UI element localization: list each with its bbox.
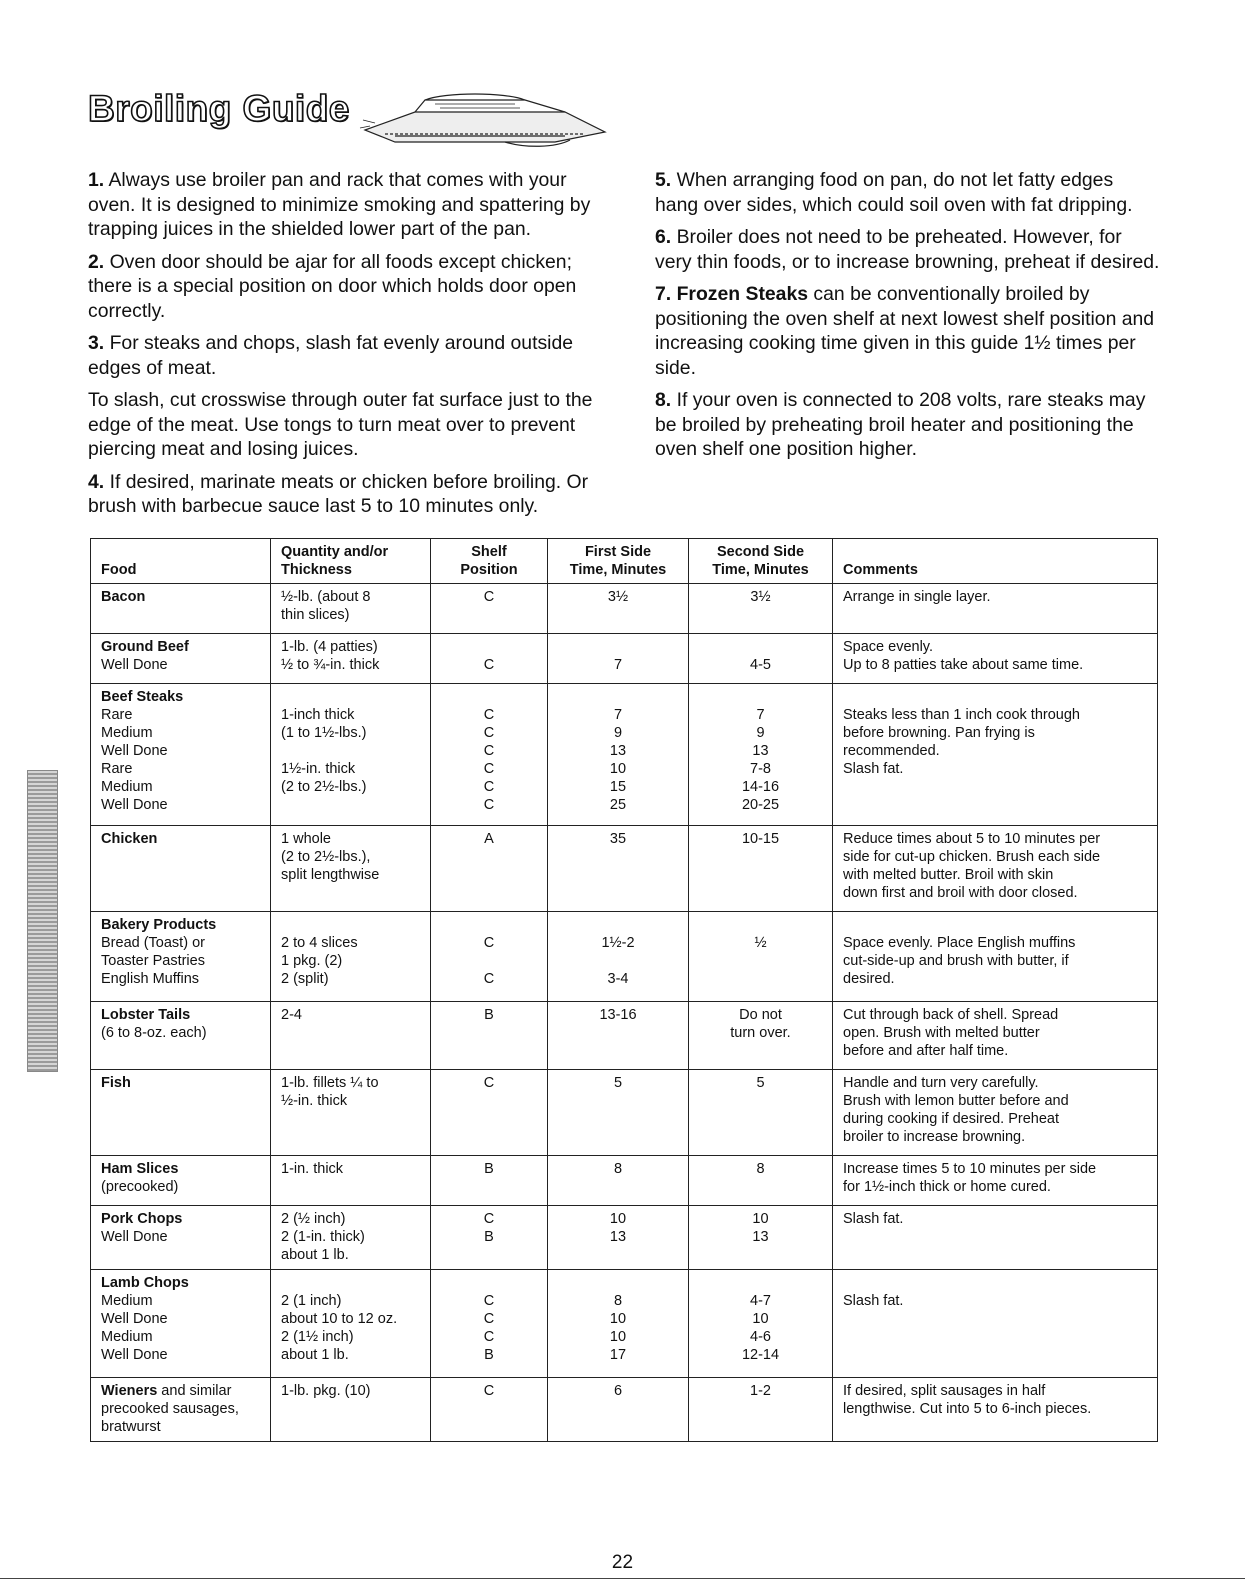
cell-comments: Cut through back of shell. Spread open. Brush with melted butter before and after half time. <box>833 1002 1158 1070</box>
cell-food <box>91 1270 271 1378</box>
cell-second-side: 4-7 10 4-6 12-14 <box>689 1270 833 1378</box>
cell-food <box>91 1156 271 1206</box>
cell-quantity: 1-in. thick <box>271 1156 431 1206</box>
cell-quantity: ½-lb. (about 8 thin slices) <box>271 584 431 634</box>
broiling-table <box>90 538 1158 1442</box>
cell-second-side: ½ <box>689 912 833 1002</box>
header-first-side: First Side Time, Minutes <box>548 539 689 584</box>
food-variant: (6 to 8-oz. each) <box>101 1025 207 1041</box>
header-shelf: Shelf Position <box>431 539 548 584</box>
header-food: Food <box>91 539 271 584</box>
food-name: Fish <box>101 1075 131 1091</box>
cell-food <box>91 1378 271 1442</box>
cell-quantity: 1-lb. (4 patties) ½ to ¾-in. thick <box>271 634 431 684</box>
cell-quantity: 1-lb. pkg. (10) <box>271 1378 431 1442</box>
cell-comments: Steaks less than 1 inch cook through before browning. Pan frying is recommended. Slash fat. <box>833 684 1158 826</box>
bottom-rule <box>0 1578 1245 1579</box>
margin-tab-marker <box>27 770 58 1072</box>
cell-first-side: 7 9 13 10 15 25 <box>548 684 689 826</box>
intro-item-7: 7. Frozen Steaks can be conventionally broiled by positioning the oven shelf at next lowest shelf position and increasing cooking time given in this guide 1½ times per side. <box>655 283 1155 379</box>
food-name: Bacon <box>101 589 146 605</box>
intro-item-1: 1. Always use broiler pan and rack that comes with your oven. It is designed to minimize smoking and spattering by trapping juices in the shielded lower part of the pan. <box>88 169 591 240</box>
page-title: Broiling Guide <box>88 88 350 129</box>
header-comments: Comments <box>833 539 1158 584</box>
cell-shelf: C B <box>431 1206 548 1270</box>
cell-first-side: 10 13 <box>548 1206 689 1270</box>
food-variant: English Muffins <box>101 971 200 987</box>
intro-item-3: 3. For steaks and chops, slash fat evenly around outside edges of meat. <box>88 332 574 379</box>
cell-food <box>91 1070 271 1156</box>
table-row <box>91 1156 1158 1206</box>
intro-item-2: 2. Oven door should be ajar for all foods except chicken; there is a special position on door which holds door open correctly. <box>88 250 577 322</box>
cell-second-side: 7 9 13 7-8 14-16 20-25 <box>689 684 833 826</box>
cell-comments: Slash fat. <box>833 1206 1158 1270</box>
cell-comments: Space evenly. Up to 8 patties take about same time. <box>833 634 1158 684</box>
cell-quantity: 2 (½ inch) 2 (1-in. thick) about 1 lb. <box>271 1206 431 1270</box>
cell-first-side: 35 <box>548 826 689 912</box>
cell-comments: If desired, split sausages in half lengthwise. Cut into 5 to 6-inch pieces. <box>833 1378 1158 1442</box>
cell-first-side: 3½ <box>548 584 689 634</box>
food-name: Pork Chops <box>101 1211 183 1227</box>
food-variant: Well Done <box>101 743 168 759</box>
food-variant: (precooked) <box>101 1179 179 1195</box>
cell-shelf: C <box>431 1378 548 1442</box>
cell-first-side: 5 <box>548 1070 689 1156</box>
cell-quantity: 1-lb. fillets ¼ to ½-in. thick <box>271 1070 431 1156</box>
cell-food <box>91 584 271 634</box>
cell-first-side: 7 <box>548 634 689 684</box>
cell-food <box>91 1002 271 1070</box>
cell-quantity: 1 whole (2 to 2½-lbs.), split lengthwise <box>271 826 431 912</box>
cell-second-side: 10 13 <box>689 1206 833 1270</box>
cell-food <box>91 826 271 912</box>
cell-shelf: C <box>431 634 548 684</box>
cell-shelf: B <box>431 1002 548 1070</box>
cell-comments: Increase times 5 to 10 minutes per side for 1½-inch thick or home cured. <box>833 1156 1158 1206</box>
intro-item-5: 5. When arranging food on pan, do not let fatty edges hang over sides, which could soil oven with fat dripping. <box>655 169 1133 216</box>
cell-second-side: 1-2 <box>689 1378 833 1442</box>
cell-quantity: 2-4 <box>271 1002 431 1070</box>
cell-second-side: Do not turn over. <box>689 1002 833 1070</box>
cell-shelf: C C C C C C <box>431 684 548 826</box>
broiler-pan-illustration <box>355 90 615 152</box>
table-row <box>91 826 1158 912</box>
table-row <box>91 1378 1158 1442</box>
food-name: Lobster Tails <box>101 1007 191 1023</box>
cell-comments: Slash fat. <box>833 1270 1158 1378</box>
cell-shelf: C <box>431 1070 548 1156</box>
cell-shelf: B <box>431 1156 548 1206</box>
food-variant: Bread (Toast) or <box>101 935 205 951</box>
food-variant: Well Done <box>101 1347 168 1363</box>
food-variant: Medium <box>101 1329 153 1345</box>
cell-second-side: 10-15 <box>689 826 833 912</box>
food-variant: and similar precooked sausages, bratwurst <box>101 1383 239 1435</box>
cell-second-side: 5 <box>689 1070 833 1156</box>
cell-comments: Space evenly. Place English muffins cut-side-up and brush with butter, if desired. <box>833 912 1158 1002</box>
cell-quantity: 2 to 4 slices 1 pkg. (2) 2 (split) <box>271 912 431 1002</box>
cell-food <box>91 684 271 826</box>
cell-first-side: 1½-2 3-4 <box>548 912 689 1002</box>
table-header-row <box>91 539 1158 584</box>
food-variant: Medium <box>101 725 153 741</box>
cell-second-side: 8 <box>689 1156 833 1206</box>
cell-first-side: 6 <box>548 1378 689 1442</box>
food-variant: Rare <box>101 707 133 723</box>
intro-item-6: 6. Broiler does not need to be preheated. However, for very thin foods, or to increase browning, preheat if desired. <box>655 226 1160 273</box>
cell-comments: Reduce times about 5 to 10 minutes per side for cut-up chicken. Brush each side with melted butter. Broil with skin down first and broil with door closed. <box>833 826 1158 912</box>
table-row <box>91 912 1158 1002</box>
food-variant: Well Done <box>101 797 168 813</box>
cell-food <box>91 1206 271 1270</box>
intro-right-column <box>655 168 1160 470</box>
header-second-side: Second Side Time, Minutes <box>689 539 833 584</box>
header-quantity: Quantity and/or Thickness <box>271 539 431 584</box>
food-variant: Medium <box>101 1293 153 1309</box>
cell-comments: Arrange in single layer. <box>833 584 1158 634</box>
cell-quantity: 1-inch thick (1 to 1½-lbs.) 1½-in. thick (2 to 2½-lbs.) <box>271 684 431 826</box>
food-name: Wieners <box>101 1383 158 1399</box>
table-row <box>91 684 1158 826</box>
cell-first-side: 13-16 <box>548 1002 689 1070</box>
page-number: 22 <box>611 1552 634 1573</box>
table-row <box>91 1002 1158 1070</box>
food-name: Ham Slices <box>101 1161 179 1177</box>
cell-first-side: 8 <box>548 1156 689 1206</box>
table-row <box>91 1270 1158 1378</box>
food-name: Bakery Products <box>101 917 217 933</box>
food-variant: Rare <box>101 761 133 777</box>
intro-item-8: 8. If your oven is connected to 208 volts, rare steaks may be broiled by preheating broil heater and positioning the oven shelf one position higher. <box>655 389 1146 460</box>
table-row <box>91 1070 1158 1156</box>
food-variant: Well Done <box>101 1229 168 1245</box>
food-variant: Well Done <box>101 1311 168 1327</box>
cell-second-side: 3½ <box>689 584 833 634</box>
cell-shelf: C C <box>431 912 548 1002</box>
cell-comments: Handle and turn very carefully. Brush with lemon butter before and during cooking if desired. Preheat broiler to increase browning. <box>833 1070 1158 1156</box>
food-name: Beef Steaks <box>101 689 184 705</box>
cell-shelf: C <box>431 584 548 634</box>
cell-first-side: 8 10 10 17 <box>548 1270 689 1378</box>
cell-shelf: A <box>431 826 548 912</box>
intro-left-column <box>88 168 593 527</box>
food-name: Lamb Chops <box>101 1275 189 1291</box>
cell-food <box>91 634 271 684</box>
intro-item-3-slash: To slash, cut crosswise through outer fat surface just to the edge of the meat. Use tongs to turn meat over to prevent piercing meat and losing juices. <box>88 389 593 460</box>
cell-food <box>91 912 271 1002</box>
food-name: Ground Beef <box>101 639 189 655</box>
cell-quantity: 2 (1 inch) about 10 to 12 oz. 2 (1½ inch) about 1 lb. <box>271 1270 431 1378</box>
cell-second-side: 4-5 <box>689 634 833 684</box>
food-variant: Medium <box>101 779 153 795</box>
table-row <box>91 634 1158 684</box>
cell-shelf: C C C B <box>431 1270 548 1378</box>
table-row <box>91 1206 1158 1270</box>
intro-item-4: 4. If desired, marinate meats or chicken before broiling. Or brush with barbecue sauce last 5 to 10 minutes only. <box>88 470 589 517</box>
table-row <box>91 584 1158 634</box>
food-name: Chicken <box>101 831 158 847</box>
food-variant: Well Done <box>101 657 168 673</box>
food-variant: Toaster Pastries <box>101 953 205 969</box>
